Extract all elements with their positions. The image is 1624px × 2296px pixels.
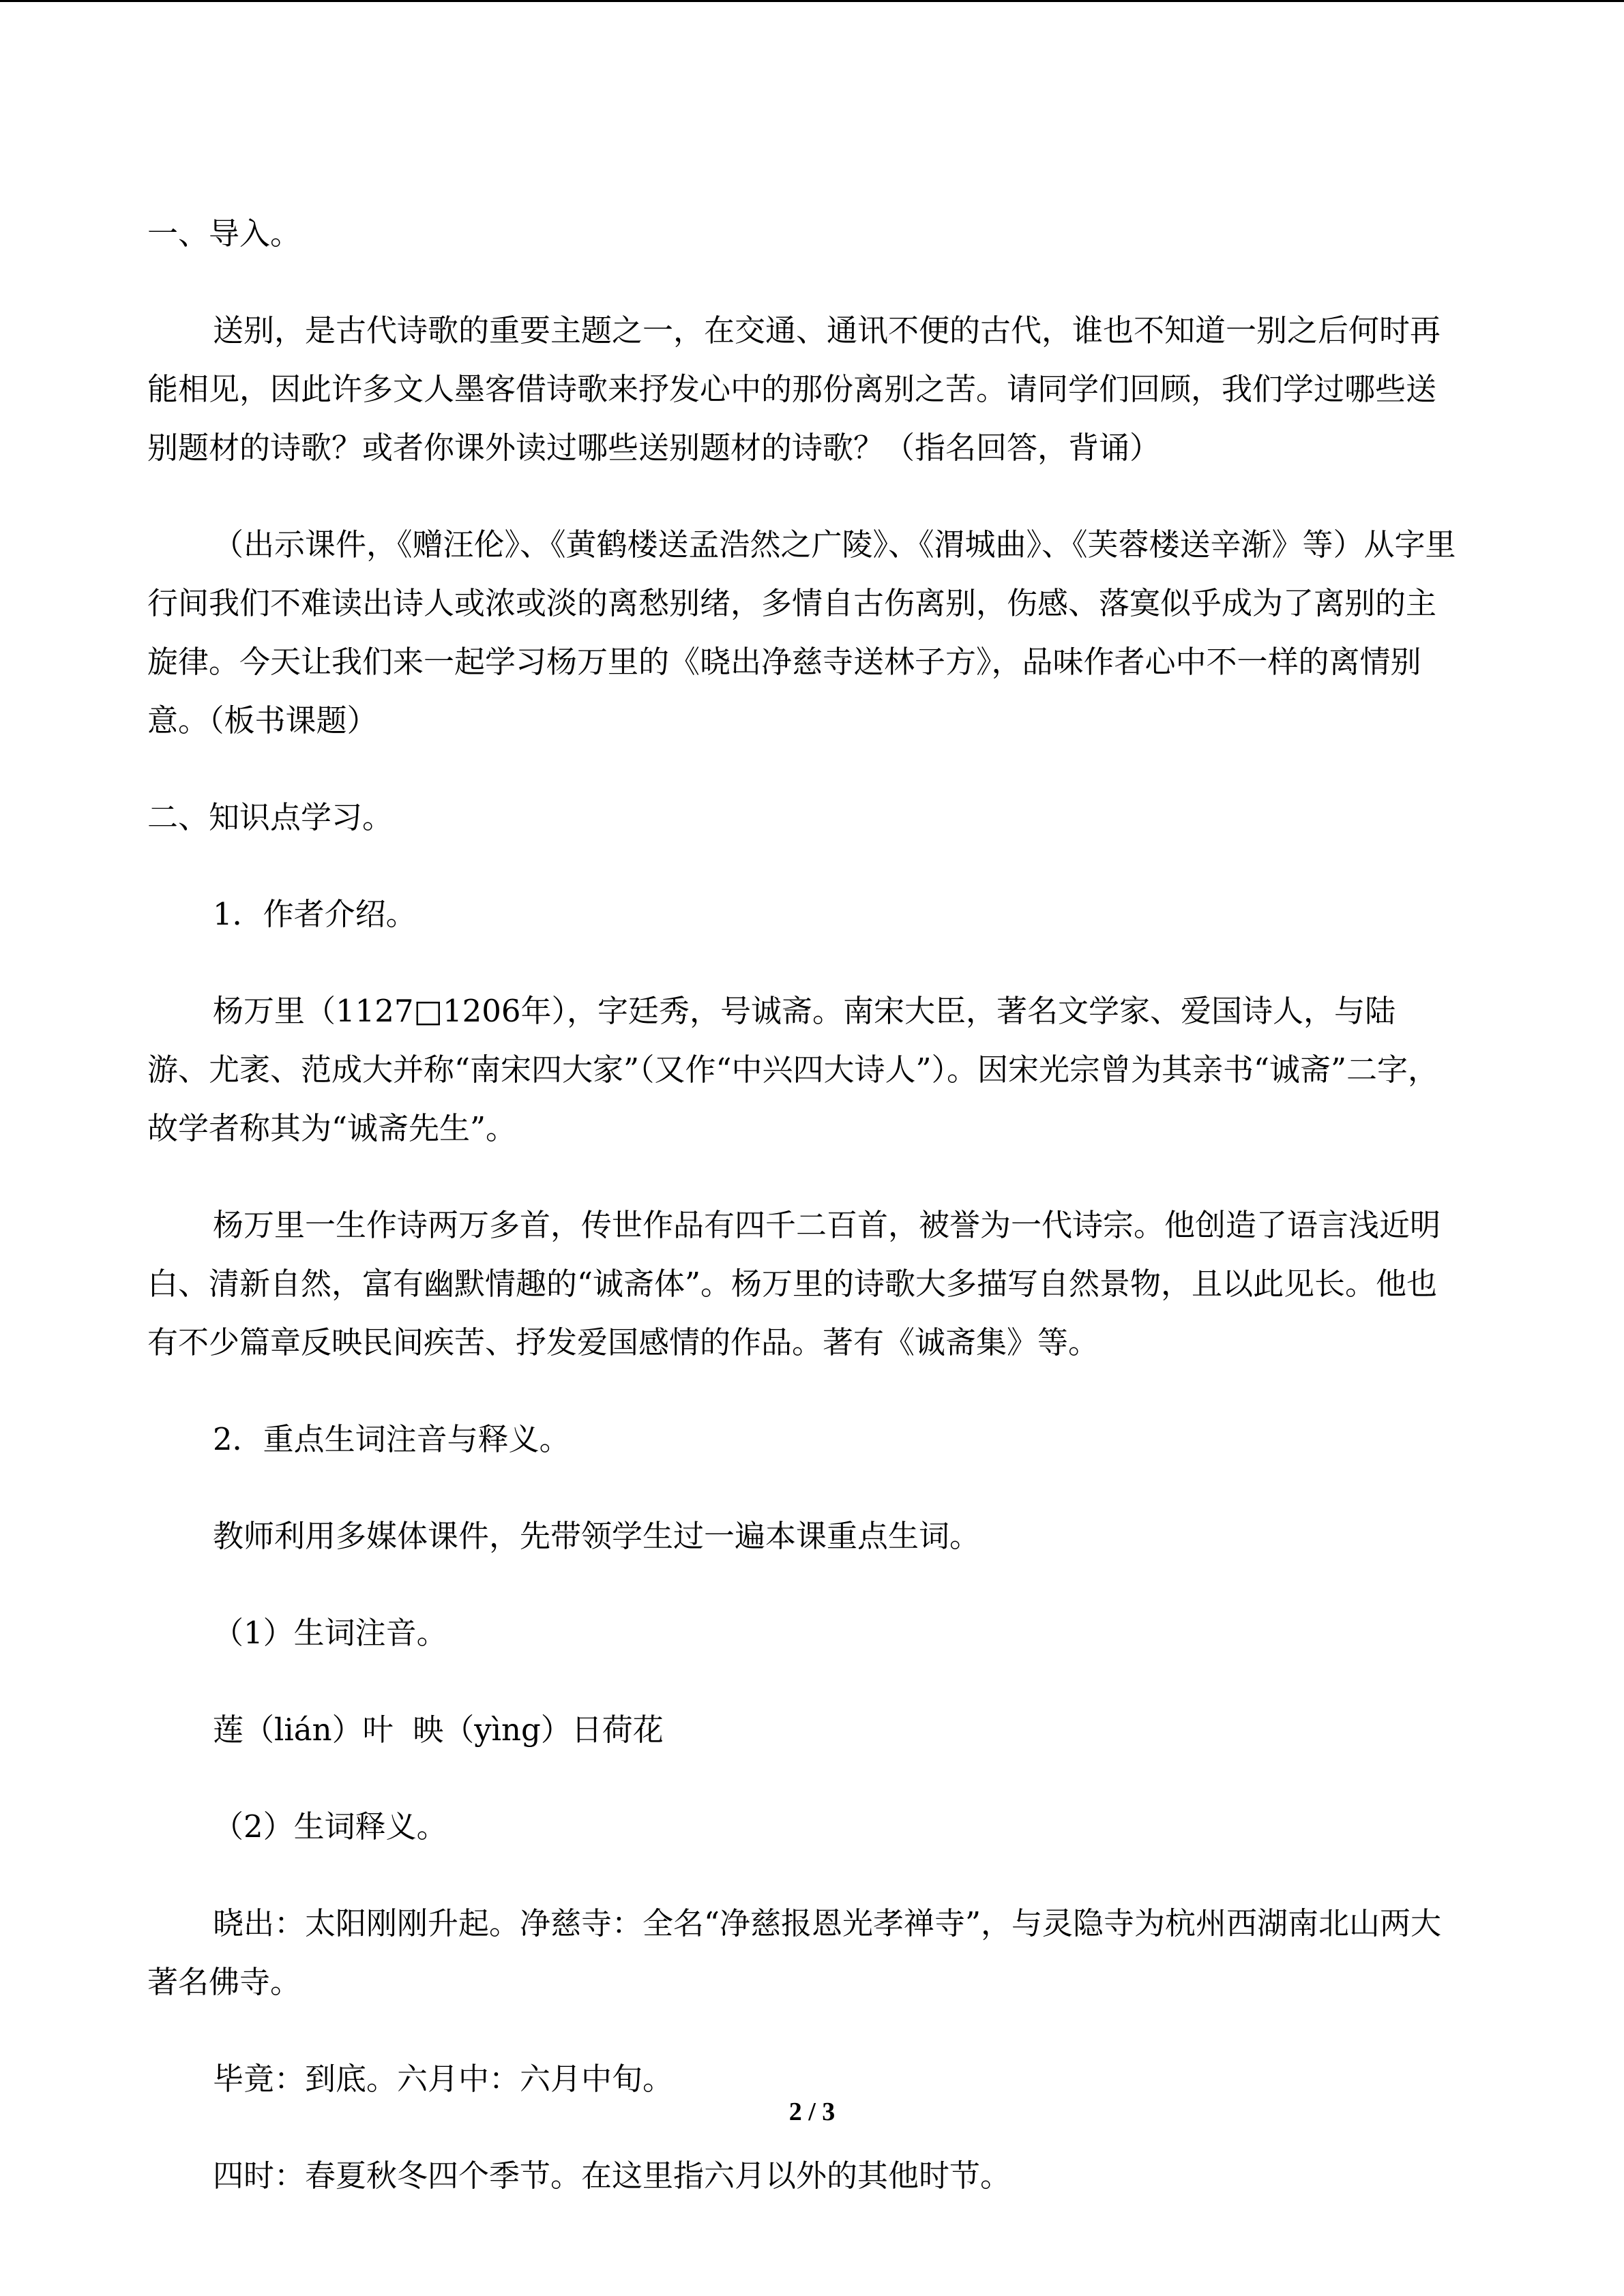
subheading-vocabulary: 2．重点生词注音与释义。	[213, 1421, 570, 1457]
meaning-item: 毕竟：到底。六月中：六月中旬。	[213, 2061, 674, 2097]
top-border-line	[0, 0, 1624, 2]
section-heading-knowledge: 二、知识点学习。	[147, 799, 394, 835]
subheading-author: 1．作者介绍。	[213, 896, 417, 932]
paragraph-courseware: （出示课件，《赠汪伦》、《黄鹤楼送孟浩然之广陵》、《渭城曲》、《芙蓉楼送辛渐》等）从字里行间我们不难读出诗人或浓或淡的离愁别绪，多情自古伤离别，伤感、落寞似乎成为了离别的主旋律。今天让我们来一起学习杨万里的《晓出净慈寺送林子方》，品味作者心中不一样的离情别意。（板书课题）	[147, 526, 1456, 739]
paragraph-author-works: 杨万里一生作诗两万多首，传世作品有四千二百首，被誉为一代诗宗。他创造了语言浅近明白、清新自然，富有幽默情趣的“诚斋体”。杨万里的诗歌大多描写自然景物，且以此见长。他也有不少篇章反映民间疾苦、抒发爱国感情的作品。著有《诚斋集》等。	[147, 1207, 1441, 1360]
paragraph-author-bio: 杨万里（1127□1206年），字廷秀，号诚斋。南宋大臣，著名文学家、爱国诗人，与陆游、尤袤、范成大并称“南宋四大家”（又作“中兴四大诗人”）。因宋光宗曾为其亲书“诚斋”二字，故学者称其为“诚斋先生”。	[147, 993, 1439, 1146]
paragraph-intro: 送别，是古代诗歌的重要主题之一，在交通、通讯不便的古代，谁也不知道一别之后何时再能相见，因此许多文人墨客借诗歌来抒发心中的那份离别之苦。请同学们回顾，我们学过哪些送别题材的诗歌？或者你课外读过哪些送别题材的诗歌？（指名回答，背诵）	[147, 312, 1441, 466]
meaning-item: 四时：春夏秋冬四个季节。在这里指六月以外的其他时节。	[213, 2158, 1012, 2194]
section-heading-intro: 一、导入。	[147, 215, 301, 252]
document-body	[147, 205, 1457, 2243]
paragraph-teacher-instruction: 教师利用多媒体课件，先带领学生过一遍本课重点生词。	[213, 1518, 981, 1554]
meaning-item: 晓出：太阳刚刚升起。净慈寺：全名“净慈报恩光孝禅寺”，与灵隐寺为杭州西湖南北山两大著名佛寺。	[147, 1905, 1442, 2000]
subheading-pinyin: （1）生词注音。	[213, 1615, 447, 1651]
pinyin-line: 莲（lián）叶 映（yìng）日荷花	[213, 1712, 664, 1748]
page-number: 2 / 3	[788, 2098, 836, 2126]
subheading-meaning: （2）生词释义。	[213, 1808, 447, 1845]
